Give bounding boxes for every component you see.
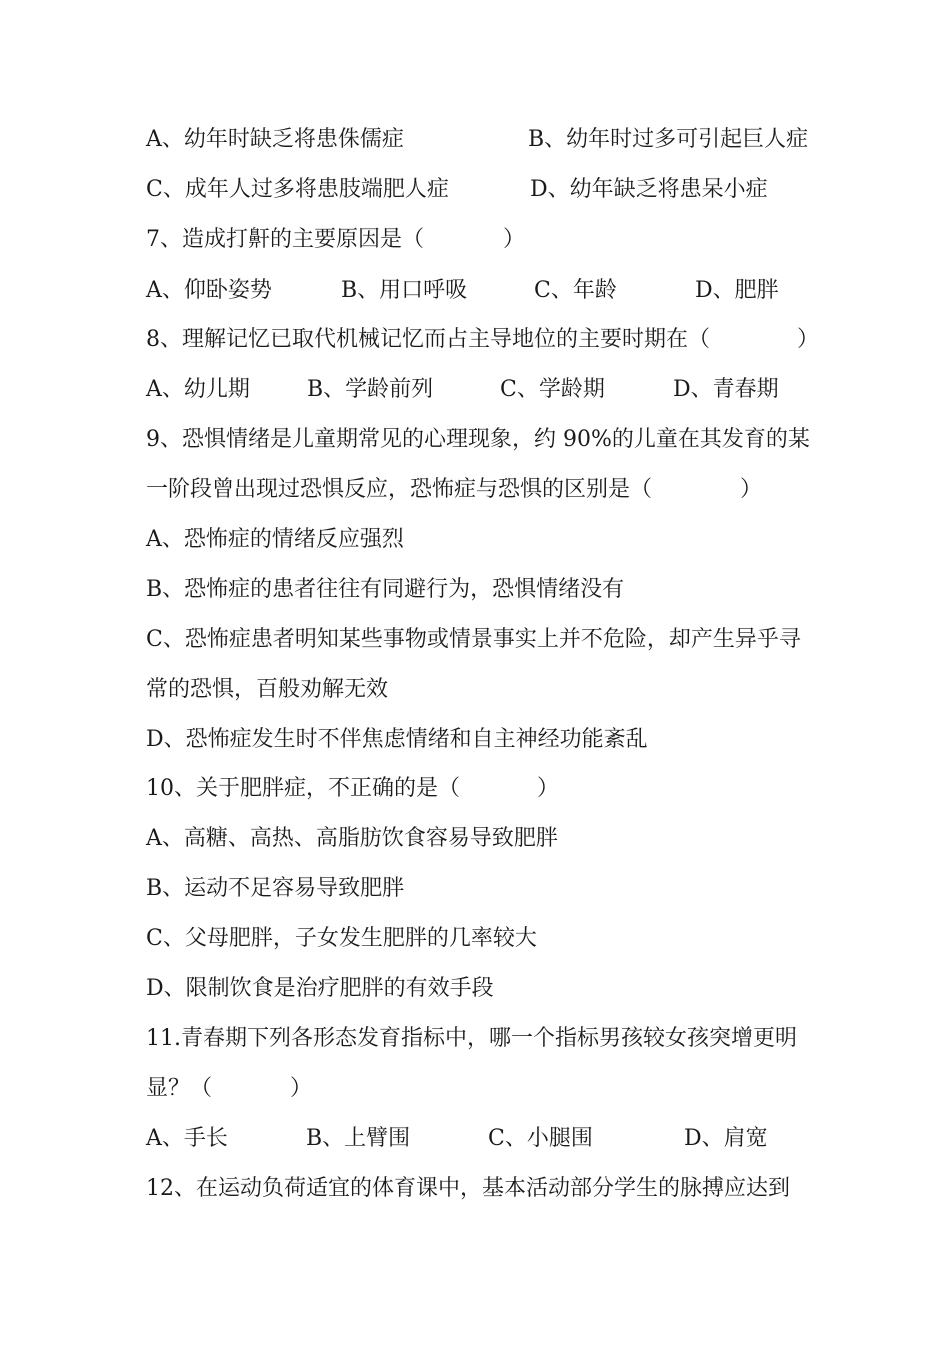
- q8-close-paren: ）: [797, 327, 820, 352]
- q9-option-c-line-1: C、恐怖症患者明知某些事物或情景事实上并不危险，却产生异乎寻: [146, 627, 801, 652]
- q12-stem-line-1: 12、在运动负荷适宜的体育课中，基本活动部分学生的脉搏应达到: [146, 1176, 790, 1201]
- q10-option-d: D、限制饮食是治疗肥胖的有效手段: [146, 976, 494, 1001]
- q11-close-paren: ）: [290, 1076, 313, 1101]
- q11-options-row: [146, 1123, 826, 1155]
- q9-option-b: B、恐怖症的患者往往有同避行为，恐惧情绪没有: [146, 577, 625, 602]
- q6-options-row-1: [146, 124, 826, 156]
- q10-stem-text: 10、关于肥胖症，不正确的是（: [146, 776, 460, 801]
- q7-option-c: C、年龄: [534, 278, 617, 303]
- q7-option-a: A、仰卧姿势: [146, 278, 272, 303]
- q6-option-d: D、幼年缺乏将患呆小症: [530, 177, 768, 202]
- q7-options-row: [146, 275, 826, 307]
- q9-stem-line-1: [146, 424, 826, 456]
- q11-option-a: A、手长: [146, 1126, 228, 1151]
- q6-option-a: A、幼年时缺乏将患侏儒症: [146, 127, 404, 152]
- q8-option-d: D、青春期: [673, 377, 779, 402]
- q9-close-paren: ）: [740, 477, 763, 502]
- q9-option-c-line-2: 常的恐惧，百般劝解无效: [146, 677, 389, 702]
- q8-option-c: C、学龄期: [500, 377, 605, 402]
- q7-option-d: D、肥胖: [695, 278, 779, 303]
- q10-option-a: A、高糖、高热、高脂肪饮食容易导致肥胖: [146, 826, 558, 851]
- q9-stem-line-2: [146, 474, 826, 506]
- q9-stem-text-1: 9、恐惧情绪是儿童期常见的心理现象，约 90%的儿童在其发育的某: [146, 427, 810, 452]
- q8-options-row: [146, 374, 826, 406]
- q11-stem-line-1: 11.青春期下列各形态发育指标中，哪一个指标男孩较女孩突增更明: [146, 1026, 797, 1051]
- q8-stem-text: 8、理解记忆已取代机械记忆而占主导地位的主要时期在（: [146, 327, 710, 352]
- q11-option-d: D、肩宽: [684, 1126, 768, 1151]
- q10-close-paren: ）: [537, 776, 560, 801]
- q6-options-row-2: [146, 174, 826, 206]
- q6-option-b: B、幼年时过多可引起巨人症: [528, 127, 809, 152]
- q8-option-a: A、幼儿期: [146, 377, 250, 402]
- q8-option-b: B、学龄前列: [307, 377, 434, 402]
- q7-close-paren: ）: [503, 227, 526, 252]
- q11-option-c: C、小腿围: [488, 1126, 593, 1151]
- q9-option-d: D、恐怖症发生时不伴焦虑情绪和自主神经功能紊乱: [146, 727, 648, 752]
- q8-stem: [146, 324, 826, 356]
- q9-option-a: A、恐怖症的情绪反应强烈: [146, 527, 404, 552]
- q10-option-c: C、父母肥胖，子女发生肥胖的几率较大: [146, 926, 537, 951]
- q7-option-b: B、用口呼吸: [341, 278, 468, 303]
- q11-stem-line-2: [146, 1073, 826, 1105]
- q7-stem-text: 7、造成打鼾的主要原因是（: [146, 227, 424, 252]
- q7-stem: [146, 224, 826, 256]
- q6-option-c: C、成年人过多将患肢端肥人症: [146, 177, 449, 202]
- q10-stem: [146, 773, 826, 805]
- q9-stem-text-2: 一阶段曾出现过恐惧反应，恐怖症与恐惧的区别是（: [146, 477, 653, 502]
- q10-option-b: B、运动不足容易导致肥胖: [146, 876, 405, 901]
- q11-option-b: B、上臂围: [306, 1126, 411, 1151]
- q11-stem-text-2: 显？（: [146, 1076, 213, 1101]
